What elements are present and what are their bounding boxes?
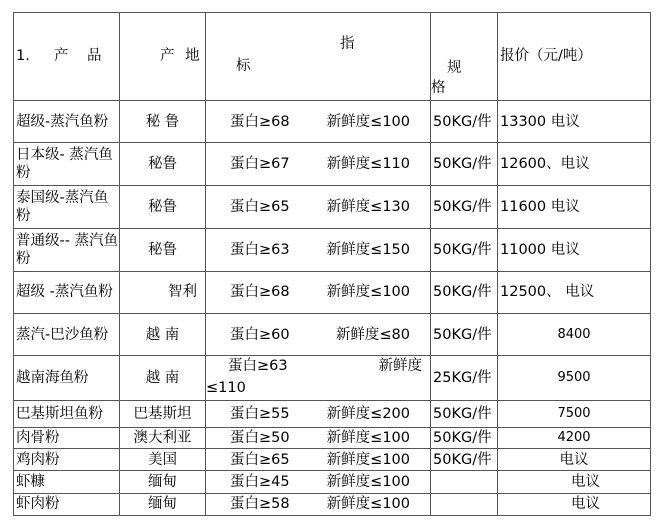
origin-cell: 越 南 — [120, 356, 206, 400]
price-cell: 11600 电议 — [498, 185, 651, 228]
table-row — [14, 428, 651, 449]
freshness-value: 新鲜度≤100 — [326, 113, 410, 130]
protein-value: 蛋白≥58 — [230, 496, 290, 513]
origin-cell: 秘鲁 — [120, 143, 206, 185]
size-cell: 50KG/件 — [431, 449, 498, 471]
freshness-value: 新鲜度≤80 — [335, 326, 410, 343]
table-row — [14, 400, 651, 427]
freshness-value: 新鲜度≤150 — [326, 241, 410, 258]
origin-cell: 缅甸 — [120, 471, 206, 493]
price-cell: 12600、电议 — [498, 143, 651, 185]
spec-cell — [206, 428, 431, 449]
header-spec — [206, 13, 431, 101]
header-price-label: 报价（元/吨） — [500, 48, 592, 64]
price-cell: 电议 — [498, 471, 651, 493]
header-origin — [120, 13, 206, 101]
size-cell: 50KG/件 — [431, 271, 498, 313]
price-cell: 8400 — [498, 313, 651, 355]
header-size — [431, 13, 498, 101]
price-cell: 电议 — [498, 493, 651, 515]
price-cell: 4200 — [498, 428, 651, 449]
origin-cell: 缅甸 — [120, 493, 206, 515]
freshness-value: 新鲜度≤100 — [326, 496, 410, 513]
spec-cell — [206, 313, 431, 355]
freshness-value: 新鲜度≤100 — [326, 430, 410, 447]
protein-value: 蛋白≥65 — [230, 451, 290, 468]
spec-cell — [206, 100, 431, 142]
product-cell: 巴基斯坦鱼粉 — [14, 400, 120, 427]
header-spec-bottom: 标 — [236, 58, 251, 74]
price-cell: 11000 电议 — [498, 229, 651, 271]
header-size-bottom: 格 — [431, 80, 446, 96]
spec-cell — [206, 143, 431, 185]
protein-value: 蛋白≥67 — [230, 155, 290, 172]
product-cell: 鸡肉粉 — [14, 449, 120, 471]
table-row — [14, 271, 651, 313]
price-cell: 13300 电议 — [498, 100, 651, 142]
price-cell: 7500 — [498, 400, 651, 427]
size-cell: 50KG/件 — [431, 428, 498, 449]
size-cell — [431, 471, 498, 493]
table-row — [14, 143, 651, 185]
spec-cell — [206, 493, 431, 515]
header-product-label: 产 品 — [54, 48, 104, 64]
product-cell: 超级-蒸汽鱼粉 — [14, 100, 120, 142]
product-cell: 超级 -蒸汽鱼粉 — [14, 271, 120, 313]
header-product-num: 1. — [16, 48, 30, 64]
protein-value: 蛋白≥68 — [230, 113, 290, 130]
protein-value: 蛋白≥63 — [230, 241, 290, 258]
spec-cell — [206, 356, 431, 400]
header-row — [14, 13, 651, 101]
table-row — [14, 356, 651, 400]
header-spec-top: 指 — [340, 36, 355, 52]
product-cell: 肉骨粉 — [14, 428, 120, 449]
product-cell: 普通级-- 蒸汽鱼粉 — [14, 229, 120, 271]
header-price — [498, 13, 651, 101]
freshness-label: 新鲜度 — [378, 358, 422, 375]
freshness-value: 新鲜度≤200 — [326, 405, 410, 422]
table-row — [14, 313, 651, 355]
size-cell — [431, 493, 498, 515]
spec-cell — [206, 471, 431, 493]
table-row — [14, 471, 651, 493]
size-cell: 25KG/件 — [431, 356, 498, 400]
product-cell: 虾糠 — [14, 471, 120, 493]
spec-cell — [206, 449, 431, 471]
spec-cell — [206, 185, 431, 228]
protein-value: 蛋白≥63 — [228, 358, 288, 375]
size-cell: 50KG/件 — [431, 313, 498, 355]
size-cell: 50KG/件 — [431, 100, 498, 142]
origin-cell: 越 南 — [120, 313, 206, 355]
product-cell: 虾肉粉 — [14, 493, 120, 515]
table-row — [14, 449, 651, 471]
spec-cell — [206, 400, 431, 427]
protein-value: 蛋白≥55 — [230, 405, 290, 422]
origin-cell: 美国 — [120, 449, 206, 471]
protein-value: 蛋白≥45 — [230, 474, 290, 491]
product-cell: 泰国级-蒸汽鱼粉 — [14, 185, 120, 228]
size-cell: 50KG/件 — [431, 143, 498, 185]
product-cell: 日本级- 蒸汽鱼粉 — [14, 143, 120, 185]
price-cell: 电议 — [498, 449, 651, 471]
origin-cell: 秘鲁 — [120, 185, 206, 228]
origin-cell: 秘 鲁 — [120, 100, 206, 142]
header-size-top: 规 — [447, 60, 462, 76]
header-origin-label: 产 地 — [160, 48, 203, 64]
table-row — [14, 493, 651, 515]
origin-cell: 巴基斯坦 — [120, 400, 206, 427]
size-cell: 50KG/件 — [431, 400, 498, 427]
freshness-value: 新鲜度≤100 — [326, 474, 410, 491]
freshness-value: 新鲜度≤110 — [326, 155, 410, 172]
price-table — [13, 12, 651, 516]
price-cell: 9500 — [498, 356, 651, 400]
product-cell: 越南海鱼粉 — [14, 356, 120, 400]
freshness-value: ≤110 — [206, 380, 246, 397]
freshness-value: 新鲜度≤100 — [326, 451, 410, 468]
protein-value: 蛋白≥50 — [230, 430, 290, 447]
size-cell: 50KG/件 — [431, 185, 498, 228]
table-row — [14, 100, 651, 142]
spec-cell — [206, 271, 431, 313]
price-cell: 12500、 电议 — [498, 271, 651, 313]
table-row — [14, 229, 651, 271]
protein-value: 蛋白≥65 — [230, 198, 290, 215]
product-cell: 蒸汽-巴沙鱼粉 — [14, 313, 120, 355]
origin-cell: 秘鲁 — [120, 229, 206, 271]
protein-value: 蛋白≥60 — [230, 326, 290, 343]
size-cell: 50KG/件 — [431, 229, 498, 271]
origin-cell: 澳大利亚 — [120, 428, 206, 449]
freshness-value: 新鲜度≤130 — [326, 198, 410, 215]
header-product — [14, 13, 120, 101]
origin-cell: 智利 — [120, 271, 206, 313]
table-row — [14, 185, 651, 228]
protein-value: 蛋白≥68 — [230, 284, 290, 301]
spec-cell — [206, 229, 431, 271]
freshness-value: 新鲜度≤100 — [326, 284, 410, 301]
